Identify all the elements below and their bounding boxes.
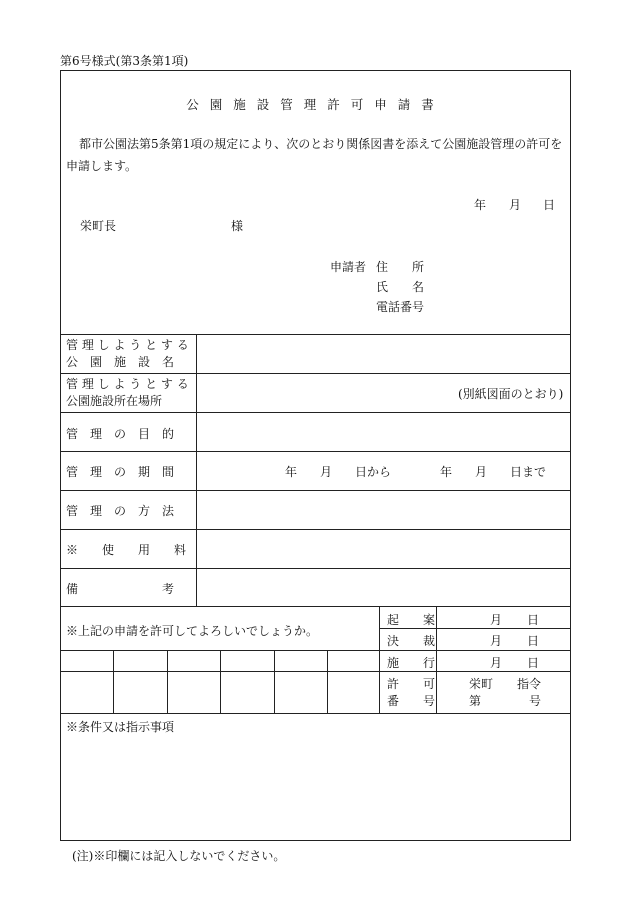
- addressee: 栄町長: [80, 219, 117, 233]
- location-value: (別紙図面のとおり): [458, 387, 564, 401]
- applicant-label: 申請者: [330, 260, 367, 274]
- enforcement-month: 月: [490, 656, 503, 670]
- date-month: 月: [509, 198, 522, 212]
- divider: [60, 490, 571, 491]
- remarks-label: 備 考: [66, 582, 175, 596]
- decision-day: 日: [527, 634, 540, 648]
- divider: [436, 606, 437, 713]
- draft-day: 日: [527, 613, 540, 627]
- address-label: 住 所: [376, 260, 425, 274]
- period-from: 日から: [355, 465, 392, 479]
- honorific: 様: [231, 219, 244, 233]
- divider: [167, 650, 168, 713]
- footnote: (注)※印欄には記入しないでください。: [72, 849, 286, 863]
- conditions-label: ※条件又は指示事項: [66, 720, 175, 734]
- divider: [60, 606, 571, 607]
- permit-number-label: 許 可 番 号: [387, 677, 436, 708]
- divider: [60, 671, 571, 672]
- form-number: 第6号様式(第3条第1項): [60, 54, 189, 68]
- divider: [60, 568, 571, 569]
- period-year-1: 年: [285, 465, 298, 479]
- period-label: 管 理 の 期 間: [66, 465, 175, 479]
- divider: [60, 650, 571, 651]
- approval-question: ※上記の申請を許可してよろしいでしょうか。: [66, 624, 319, 638]
- date-year: 年: [474, 198, 487, 212]
- draft-label: 起 案: [387, 613, 436, 627]
- body-text: 都市公園法第5条第1項の規定により、次のとおり関係図書を添えて公園施設管理の許可を申請します。: [66, 137, 563, 173]
- period-year-2: 年: [440, 465, 453, 479]
- period-month-1: 月: [320, 465, 333, 479]
- divider: [60, 334, 571, 335]
- purpose-label: 管 理 の 目 的: [66, 427, 175, 441]
- divider: [220, 650, 221, 713]
- method-label: 管 理 の 方 法: [66, 504, 175, 518]
- divider: [379, 606, 380, 713]
- draft-month: 月: [490, 613, 503, 627]
- divider: [327, 650, 328, 713]
- permit-number-value: 栄町 指令 第 号: [469, 677, 542, 708]
- divider: [60, 373, 571, 374]
- name-label: 氏 名: [376, 280, 425, 294]
- date-day: 日: [543, 198, 556, 212]
- divider: [113, 650, 114, 713]
- enforcement-day: 日: [527, 656, 540, 670]
- enforcement-label: 施 行: [387, 656, 436, 670]
- location-label: 管 理 し よ う と す る 公園施設所在場所: [66, 377, 189, 408]
- period-until: 日まで: [510, 465, 547, 479]
- divider: [60, 529, 571, 530]
- phone-label: 電話番号: [376, 300, 425, 314]
- form-title: 公園施設管理許可申請書: [186, 97, 445, 112]
- divider: [274, 650, 275, 713]
- decision-month: 月: [490, 634, 503, 648]
- divider: [60, 412, 571, 413]
- divider: [60, 451, 571, 452]
- divider: [196, 334, 197, 606]
- divider: [60, 713, 571, 714]
- divider: [379, 628, 571, 629]
- decision-label: 決 裁: [387, 634, 436, 648]
- fee-label: ※ 使 用 料: [66, 543, 187, 557]
- facility-name-label: 管 理 し よ う と す る 公 園 施 設 名: [66, 338, 189, 369]
- period-month-2: 月: [475, 465, 488, 479]
